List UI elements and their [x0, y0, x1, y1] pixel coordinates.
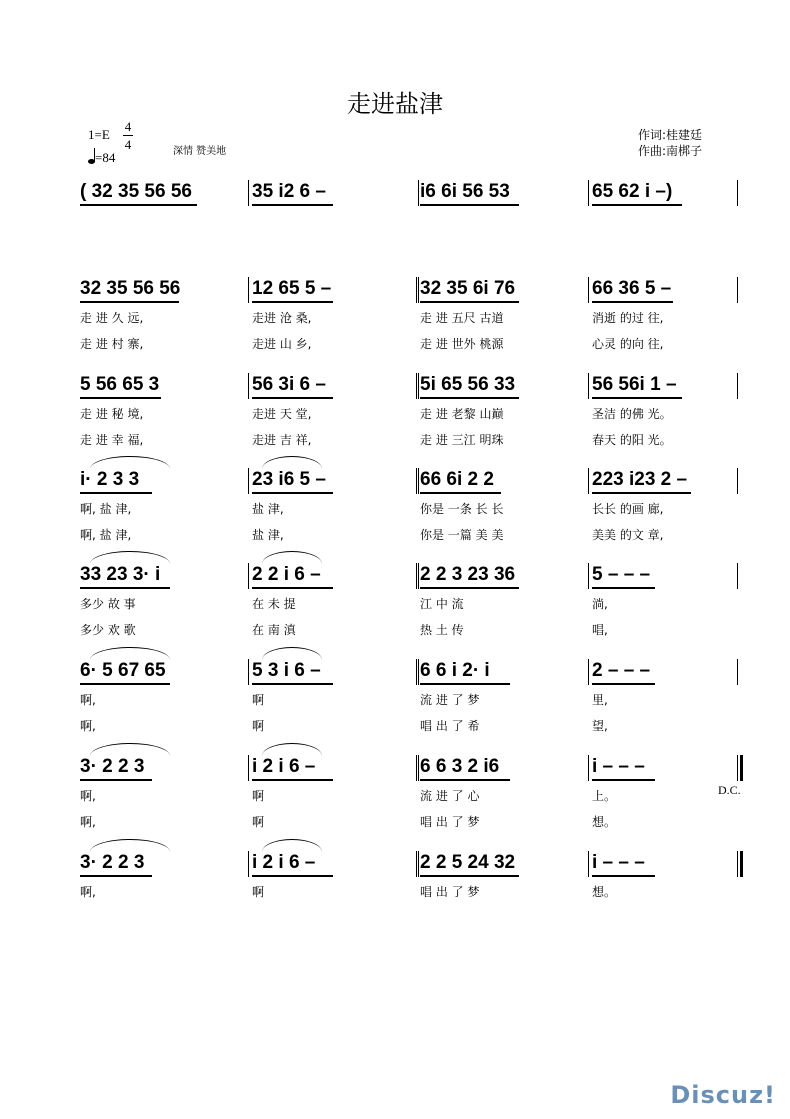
measure-notes: 6 6 i 2· i — [420, 660, 490, 681]
lyric-text: 啊, 盐 津, — [80, 528, 132, 542]
measure-notes: 35 i2 6 – — [252, 181, 326, 202]
beam-line — [420, 204, 519, 206]
lyric-text: 你是 一条 长 长 — [420, 502, 504, 516]
lyric-text: 唱, — [592, 623, 608, 637]
lyric-text: 盐 津, — [252, 528, 284, 542]
barline — [416, 851, 417, 877]
lyric-text: 春天 的阳 光。 — [592, 433, 672, 447]
lyric-text: 走 进 久 远, — [80, 311, 144, 325]
beam-line — [80, 683, 170, 685]
barline — [737, 468, 738, 494]
measure-notes: 23 i6 5 – — [252, 469, 326, 490]
beam-line — [420, 492, 501, 494]
beam-line — [80, 779, 152, 781]
lyric-text: 走 进 世外 桃源 — [420, 337, 504, 351]
lyric-text: 望, — [592, 719, 608, 733]
barline — [416, 277, 417, 303]
score-system — [0, 755, 790, 835]
beam-line — [80, 875, 152, 877]
lyric-text: 走进 山 乡, — [252, 337, 312, 351]
measure-notes: 56 56i 1 – — [592, 374, 677, 395]
lyric-text: 啊, — [80, 719, 96, 733]
beam-line — [592, 492, 691, 494]
lyric-text: 走进 吉 祥, — [252, 433, 312, 447]
measure-notes: 65 62 i –) — [592, 181, 673, 202]
lyric-text: 多少 故 事 — [80, 597, 136, 611]
lyric-text: 多少 欢 歌 — [80, 623, 136, 637]
beam-line — [80, 397, 161, 399]
barline — [588, 180, 589, 206]
slur-arc — [90, 743, 170, 756]
score-system — [0, 851, 790, 931]
score-system — [0, 277, 790, 357]
barline — [248, 659, 249, 685]
beam-line — [592, 397, 682, 399]
beam-line — [252, 779, 333, 781]
measure-notes: 3· 2 2 3 — [80, 852, 145, 873]
lyric-text: 圣洁 的佛 光。 — [592, 407, 672, 421]
lyric-text: 啊, — [80, 693, 96, 707]
barline — [416, 373, 417, 399]
beam-line — [420, 301, 519, 303]
barline — [588, 755, 589, 781]
lyric-text: 啊, 盐 津, — [80, 502, 132, 516]
lyric-text: 啊, — [80, 885, 96, 899]
lyric-text: 啊 — [252, 885, 265, 899]
beam-line — [80, 492, 152, 494]
composer: 作曲:南梆子 — [638, 144, 703, 158]
slur-arc — [262, 839, 322, 852]
barline — [416, 755, 417, 781]
slur-arc — [90, 647, 170, 660]
lyric-text: 啊, — [80, 789, 96, 803]
lyric-text: 走 进 三江 明珠 — [420, 433, 504, 447]
lyric-text: 走 进 秘 境, — [80, 407, 144, 421]
measure-notes: 12 65 5 – — [252, 278, 332, 299]
measure-notes: 6 6 3 2 i6 — [420, 756, 500, 777]
lyric-text: 想。 — [592, 815, 617, 829]
beam-line — [252, 587, 333, 589]
lyric-text: 走进 天 堂, — [252, 407, 312, 421]
measure-notes: 32 35 6i 76 — [420, 278, 516, 299]
lyric-text: 在 未 提 — [252, 597, 296, 611]
beam-line — [80, 301, 179, 303]
lyric-text: 走进 沧 桑, — [252, 311, 312, 325]
beam-line — [592, 204, 682, 206]
lyric-text: 美美 的文 章, — [592, 528, 664, 542]
barline — [737, 659, 738, 685]
lyric-text: 走 进 幸 福, — [80, 433, 144, 447]
final-barline — [740, 851, 743, 877]
measure-notes: 6· 5 67 65 — [80, 660, 166, 681]
lyric-text: 长长 的画 廊, — [592, 502, 664, 516]
measure-notes: ( 32 35 56 56 — [80, 181, 192, 202]
lyric-text: 心灵 的向 往, — [592, 337, 664, 351]
barline — [737, 563, 738, 589]
barline — [248, 277, 249, 303]
barline — [418, 180, 419, 206]
barline — [418, 563, 419, 589]
slur-arc — [90, 456, 170, 469]
barline — [418, 755, 419, 781]
measure-notes: 56 3i 6 – — [252, 374, 326, 395]
credits — [638, 127, 702, 159]
score-system — [0, 180, 790, 260]
score-system — [0, 373, 790, 453]
lyric-text: 江 中 流 — [420, 597, 464, 611]
lyric-text: 想。 — [592, 885, 617, 899]
measure-notes: 5i 65 56 33 — [420, 374, 516, 395]
barline — [248, 563, 249, 589]
measure-notes: i – – – — [592, 852, 645, 873]
measure-notes: i· 2 3 3 — [80, 469, 140, 490]
barline — [588, 659, 589, 685]
lyric-text: 在 南 滇 — [252, 623, 296, 637]
measure-notes: 32 35 56 56 — [80, 278, 181, 299]
barline — [416, 468, 417, 494]
lyric-text: 唱 出 了 希 — [420, 719, 480, 733]
lyric-text: 啊, — [80, 815, 96, 829]
measure-notes: 33 23 3· i — [80, 564, 161, 585]
lyric-text: 流 进 了 梦 — [420, 693, 480, 707]
final-barline — [740, 755, 743, 781]
measure-notes: i 2 i 6 – — [252, 852, 316, 873]
tempo-mark: =84 — [88, 150, 115, 166]
measure-notes: 66 36 5 – — [592, 278, 672, 299]
score-title: 走进盐津 — [347, 90, 443, 118]
barline — [588, 851, 589, 877]
beam-line — [420, 587, 519, 589]
lyric-text: 你是 一篇 美 美 — [420, 528, 504, 542]
measure-notes: 2 2 i 6 – — [252, 564, 321, 585]
score-system — [0, 468, 790, 548]
beam-line — [592, 301, 673, 303]
lyric-text: 啊 — [252, 815, 265, 829]
beam-line — [80, 587, 170, 589]
beam-line — [252, 204, 333, 206]
meter-top: 4 — [124, 119, 132, 134]
barline — [418, 277, 419, 303]
slur-arc — [90, 551, 170, 564]
measure-notes: 2 2 3 23 36 — [420, 564, 516, 585]
measure-notes: i6 6i 56 53 — [420, 181, 510, 202]
lyric-text: 走 进 五尺 古道 — [420, 311, 504, 325]
slur-arc — [262, 551, 322, 564]
slur-arc — [262, 647, 322, 660]
lyric-text: 热 土 传 — [420, 623, 464, 637]
lyric-text: 里, — [592, 693, 608, 707]
barline — [248, 851, 249, 877]
lyric-text: 消逝 的过 往, — [592, 311, 664, 325]
barline — [737, 851, 738, 877]
barline — [588, 373, 589, 399]
barline — [418, 373, 419, 399]
barline — [418, 468, 419, 494]
lyric-text: 啊 — [252, 719, 265, 733]
da-capo-mark: D.C. — [718, 783, 741, 797]
score-system — [0, 659, 790, 739]
beam-line — [592, 587, 655, 589]
measure-notes: 66 6i 2 2 — [420, 469, 494, 490]
barline — [418, 659, 419, 685]
beam-line — [252, 397, 333, 399]
measure-notes: 5 – – – — [592, 564, 651, 585]
time-signature — [123, 119, 133, 152]
barline — [588, 468, 589, 494]
barline — [588, 563, 589, 589]
barline — [416, 563, 417, 589]
barline — [248, 373, 249, 399]
beam-line — [420, 875, 519, 877]
lyric-text: 唱 出 了 梦 — [420, 815, 480, 829]
lyric-text: 啊 — [252, 789, 265, 803]
score-system — [0, 563, 790, 643]
meter-bottom: 4 — [124, 137, 132, 152]
beam-line — [592, 779, 655, 781]
measure-notes: 5 56 65 3 — [80, 374, 160, 395]
beam-line — [420, 779, 510, 781]
beam-line — [252, 492, 333, 494]
barline — [248, 755, 249, 781]
beam-line — [80, 204, 197, 206]
slur-arc — [262, 743, 322, 756]
barline — [737, 373, 738, 399]
measure-notes: 2 – – – — [592, 660, 651, 681]
beam-line — [592, 683, 655, 685]
lyric-text: 啊 — [252, 693, 265, 707]
measure-notes: 5 3 i 6 – — [252, 660, 321, 681]
quarter-note-icon — [88, 159, 95, 164]
beam-line — [592, 875, 655, 877]
lyric-text: 走 进 老黎 山巅 — [420, 407, 504, 421]
barline — [418, 851, 419, 877]
measure-notes: i – – – — [592, 756, 645, 777]
beam-line — [252, 301, 333, 303]
barline — [737, 755, 738, 781]
measure-notes: 3· 2 2 3 — [80, 756, 145, 777]
barline — [737, 277, 738, 303]
lyric-text: 盐 津, — [252, 502, 284, 516]
beam-line — [252, 683, 333, 685]
lyricist: 作词:桂建廷 — [638, 128, 703, 142]
key-signature: 1=E — [88, 127, 110, 142]
measure-notes: i 2 i 6 – — [252, 756, 316, 777]
lyric-text: 淌, — [592, 597, 608, 611]
measure-notes: 223 i23 2 – — [592, 469, 688, 490]
barline — [248, 468, 249, 494]
expression-mark: 深情 赞美地 — [173, 146, 227, 157]
lyric-text: 上。 — [592, 789, 617, 803]
barline — [737, 180, 738, 206]
barline — [588, 277, 589, 303]
beam-line — [420, 683, 510, 685]
lyric-text: 流 进 了 心 — [420, 789, 480, 803]
lyric-text: 走 进 村 寨, — [80, 337, 144, 351]
lyric-text: 唱 出 了 梦 — [420, 885, 480, 899]
slur-arc — [90, 839, 170, 852]
beam-line — [420, 397, 519, 399]
slur-arc — [262, 456, 322, 469]
measure-notes: 2 2 5 24 32 — [420, 852, 516, 873]
watermark-logo: Discuz! — [670, 1081, 776, 1109]
barline — [248, 180, 249, 206]
barline — [416, 659, 417, 685]
beam-line — [252, 875, 333, 877]
